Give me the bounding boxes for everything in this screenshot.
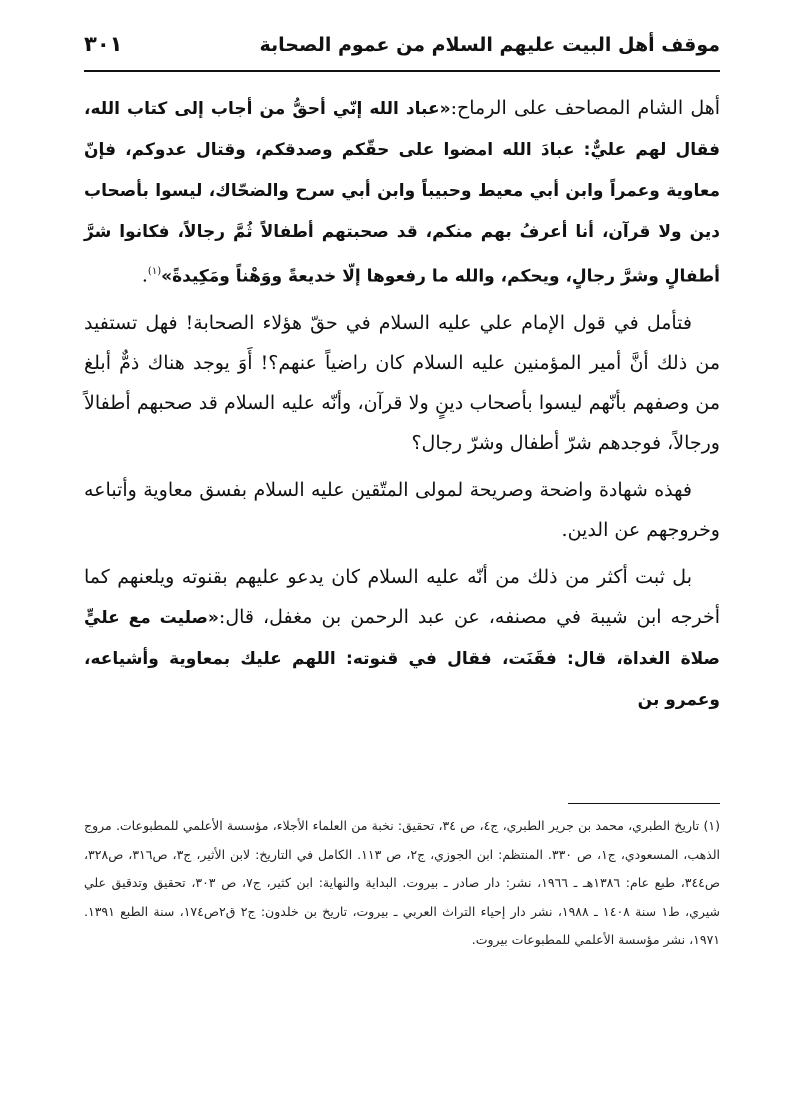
footnote-reference: (١) [147, 266, 162, 277]
paragraph-1 [84, 88, 720, 296]
paragraph-3: فهذه شهادة واضحة وصريحة لمولى المتّقين عليه السلام بفسق معاوية وأتباعه وخروجهم عن الدين. [84, 479, 720, 542]
paragraph-1-lead: أهل الشام المصاحف على الرماح: [450, 97, 721, 119]
paragraph-2: فتأمل في قول الإمام علي عليه السلام في حقّ هؤلاء الصحابة! فهل تستفيد من ذلك أنَّ أمير المؤمنين عليه السلام كان راضياً عنهم؟! أَوَ يوجد هناك ذمٌّ أبلغ من وصفهم بأنّهم ليسوا بأصحاب دينٍ ولا قرآن، وأنّه عليه السلام قد صحبهم أطفالاً ورجالاً، فوجدهم شرّ أطفال وشرّ رجال؟ [84, 312, 720, 455]
header-divider [84, 70, 720, 72]
body-text [84, 88, 720, 727]
footnote: (١) تاريخ الطبري، محمد بن جرير الطبري، ج٤، ص ٣٤، تحقيق: نخبة من العلماء الأجلاء، مؤسسة الأعلمي للمطبوعات. مروج الذهب، المسعودي، ج١، ص ٣٣٠. المنتظم: ابن الجوزي، ج٢، ص ١١٣. الكامل في التاريخ: لابن الأثير، ج٣، ص٣١٦، ص٣٢٨، ص٣٤٤، طبع عام: ١٣٨٦هـ ـ ١٩٦٦، نشر: دار صادر ـ بيروت. البداية والنهاية: ابن كثير، ج٧، ص ٣٠٣، تحقيق وتدقيق علي شيري، ط١ سنة ١٤٠٨ ـ ١٩٨٨، نشر دار إحياء التراث العربي ـ بيروت، تاريخ بن خلدون: ج٢ ق٢ص١٧٤، سنة الطبع ١٣٩١. ١٩٧١، نشر مؤسسة الأعلمي للمطبوعات بيروت. [84, 818, 721, 947]
ali-quote: «عباد الله إنّي أحقُّ من أجاب إلى كتاب الله، فقال لهم عليٌّ: عبادَ الله امضوا على حقّكم وصدقكم، وقتال عدوكم، فإنّ معاوية وعمراً وابن أبي معيط وحبيباً وابن أبي سرح والضحّاك، ليسوا بأصحاب دين ولا قرآن، أنا أعرفُ بهم منكم، قد صحبتهم أطفالاً ثُمَّ رجالاً، فكانوا شرَّ أطفالٍ وشرَّ رجالٍ، ويحكم، والله ما رفعوها إلّا خديعةً ووَهْناً ومَكِيدةً» [84, 99, 720, 287]
running-title: موقف أهل البيت عليهم السلام من عموم الصحابة [259, 34, 720, 56]
page-header [84, 30, 720, 66]
paragraph-4 [84, 557, 720, 720]
paragraph-1-end: . [141, 264, 148, 287]
qunut-quote: «صليت مع عليٍّ صلاة الغداة، قال: فقَنَت، فقال في قنوته: اللهم عليك بمعاوية وأشياعه، وعمرو بن [84, 608, 720, 711]
paragraph-4-lead: بل ثبت أكثر من ذلك من أنّه عليه السلام كان يدعو عليهم بقنوته ويلعنهم كما أخرجه ابن شيبة في مصنفه، عن عبد الرحمن بن مغفل، قال: [84, 566, 720, 629]
page-number: ٣٠١ [84, 32, 123, 56]
footnote-divider [568, 803, 720, 804]
